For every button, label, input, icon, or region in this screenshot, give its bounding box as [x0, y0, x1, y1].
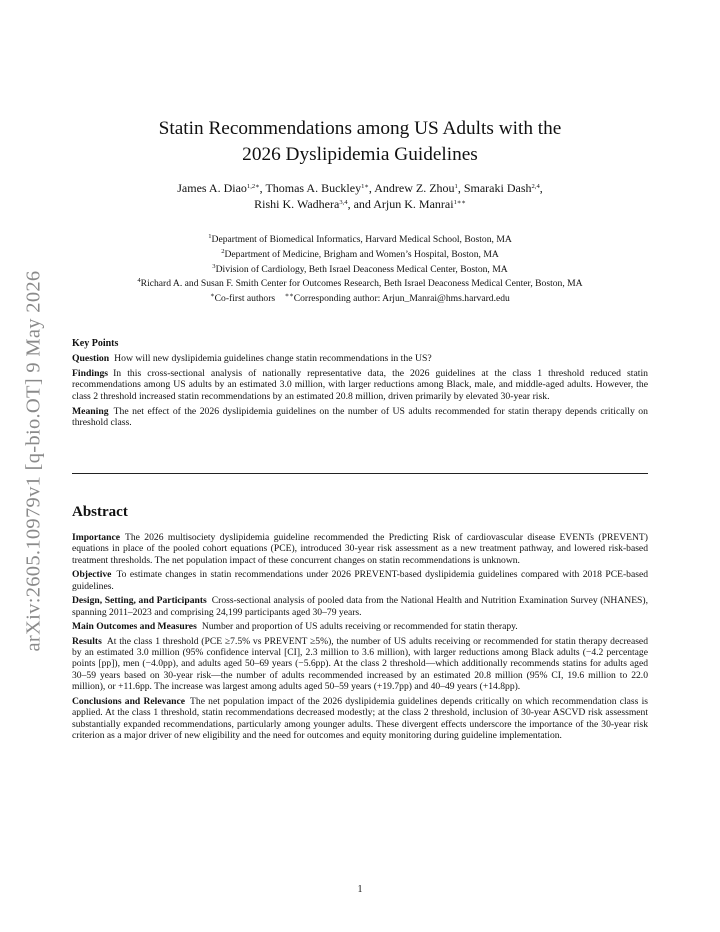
- arxiv-id: arXiv:2605.10979v1 [q-bio.OT] 9 May 2026: [22, 270, 45, 651]
- affiliation: $^3$Division of Cardiology, Beth Israel Deaconess Medical Center, Boston, MA: [212, 262, 508, 275]
- abstract-design: Design, Setting, and Participants Cross-sectional analysis of pooled data from the National Health and Nutrition Examination Survey (NHANES), spanning 2011–2023 and comprising 24,199 participants aged 30–79 years.: [72, 595, 648, 618]
- author: Andrew Z. Zhou$^1$: [374, 181, 458, 195]
- key-points: [72, 353, 648, 432]
- affiliations: [40, 233, 680, 307]
- kp-meaning: Meaning The net effect of the 2026 dyslipidemia guidelines on the number of US adults recommended for statin therapy depends critically on threshold class.: [72, 405, 648, 429]
- author: James A. Diao$^{1,2∗}$: [177, 181, 260, 195]
- abstract-heading: Abstract: [72, 504, 128, 520]
- key-points-heading: Key Points: [72, 338, 119, 349]
- paper-title: [60, 116, 660, 168]
- author-list: James A. Diao$^{1,2∗}$, Thomas A. Buckley$^{1∗}$, Andrew Z. Zhou$^1$, Smaraki Dash$^{2,4}$, Rishi K. Wadhera$^{3,4}$, and Arjun K. Manrai$^{1∗∗}$: [177, 181, 543, 211]
- abstract-objective: Objective To estimate changes in statin recommendations under 2026 PREVENT-based dyslipidemia guidelines compared with 2018 PCE-based guidelines.: [72, 569, 648, 592]
- author-notes: ∗Co-first authors ∗∗Corresponding author: Arjun_Manrai@hms.harvard.edu: [210, 292, 510, 305]
- abstract-importance: Importance The 2026 multisociety dyslipidemia guideline recommended the Predicting Risk of cardiovascular disease EVENTs (PREVENT) equations in place of the pooled cohort equations (PCE), introduced 30-year risk assessment as a new treatment pathway, and lowered risk-based treatment thresholds. The net population impact of these concurrent changes on statin recommendations is unknown.: [72, 532, 648, 566]
- abstract-conclusions: Conclusions and Relevance The net population impact of the 2026 dyslipidemia guidelines depends critically on which recommendation class is applied. At the class 1 threshold, statin recommendations decreased modestly; at the class 2 threshold, inclusion of 30-year ASCVD risk assessment substantially expanded recommendations, particularly among younger adults. These divergent effects underscore the importance of the 30-year risk criterion as a major driver of new eligibility and the need for outcomes and equity monitoring during guideline implementation.: [72, 695, 648, 741]
- abstract-results: Results At the class 1 threshold (PCE ≥7.5% vs PREVENT ≥5%), the number of US adults receiving or recommended for statin therapy decreased by an estimated 3.0 million (95% confidence interval [CI], 2.3 million to 3.6 million), with larger reductions among Black adults (−4.2 percentage points [pp]), men (−4.0pp), and adults aged 50–69 years (−5.6pp). At the class 2 threshold—which additionally recommends statins for adults aged 30–59 years based on 30-year risk—the number of adults recommended increased by an estimated 20.8 million (95% CI, 19.6 million to 22.0 million), or +11.6pp. The increase was largest among adults aged 50–59 years (+19.7pp) and 40–49 years (+14.8pp).: [72, 635, 648, 693]
- page-number: 1: [357, 884, 363, 895]
- section-divider: [72, 473, 648, 474]
- affiliation: $^1$Department of Biomedical Informatics, Harvard Medical School, Boston, MA: [208, 233, 512, 245]
- affiliation: $^2$Department of Medicine, Brigham and Women’s Hospital, Boston, MA: [221, 247, 499, 260]
- abstract-body: [72, 532, 648, 744]
- author: Arjun K. Manrai$^{1∗∗}$: [373, 197, 466, 211]
- corresponding-author: Corresponding author: Arjun_Manrai@hms.harvard.edu: [293, 293, 510, 305]
- author: Rishi K. Wadhera$^{3,4}$: [254, 197, 348, 211]
- affiliation: $^4$Richard A. and Susan F. Smith Center for Outcomes Research, Beth Israel Deaconess Medical Center, Boston, MA: [137, 277, 583, 290]
- title-line-2: 2026 Dyslipidemia Guidelines: [242, 144, 478, 165]
- author: Thomas A. Buckley$^{1∗}$: [265, 181, 369, 195]
- kp-question: Question How will new dyslipidemia guidelines change statin recommendations in the US?: [72, 353, 432, 364]
- title-line-1: Statin Recommendations among US Adults with the: [158, 118, 562, 139]
- author: Smaraki Dash$^{2,4}$: [463, 181, 540, 195]
- abstract-outcomes: Main Outcomes and Measures Number and proportion of US adults receiving or recommended for statin therapy.: [72, 621, 518, 633]
- kp-findings: Findings In this cross-sectional analysis of nationally representative data, the 2026 guidelines at the class 1 threshold reduced statin recommendations among US adults by an estimated 3.0 million, with larger reductions among Black, male, and middle-aged adults. However, the class 2 threshold increased statin recommendations by an estimated 20.8 million, driven primarily by elevated 30-year risk.: [72, 367, 648, 402]
